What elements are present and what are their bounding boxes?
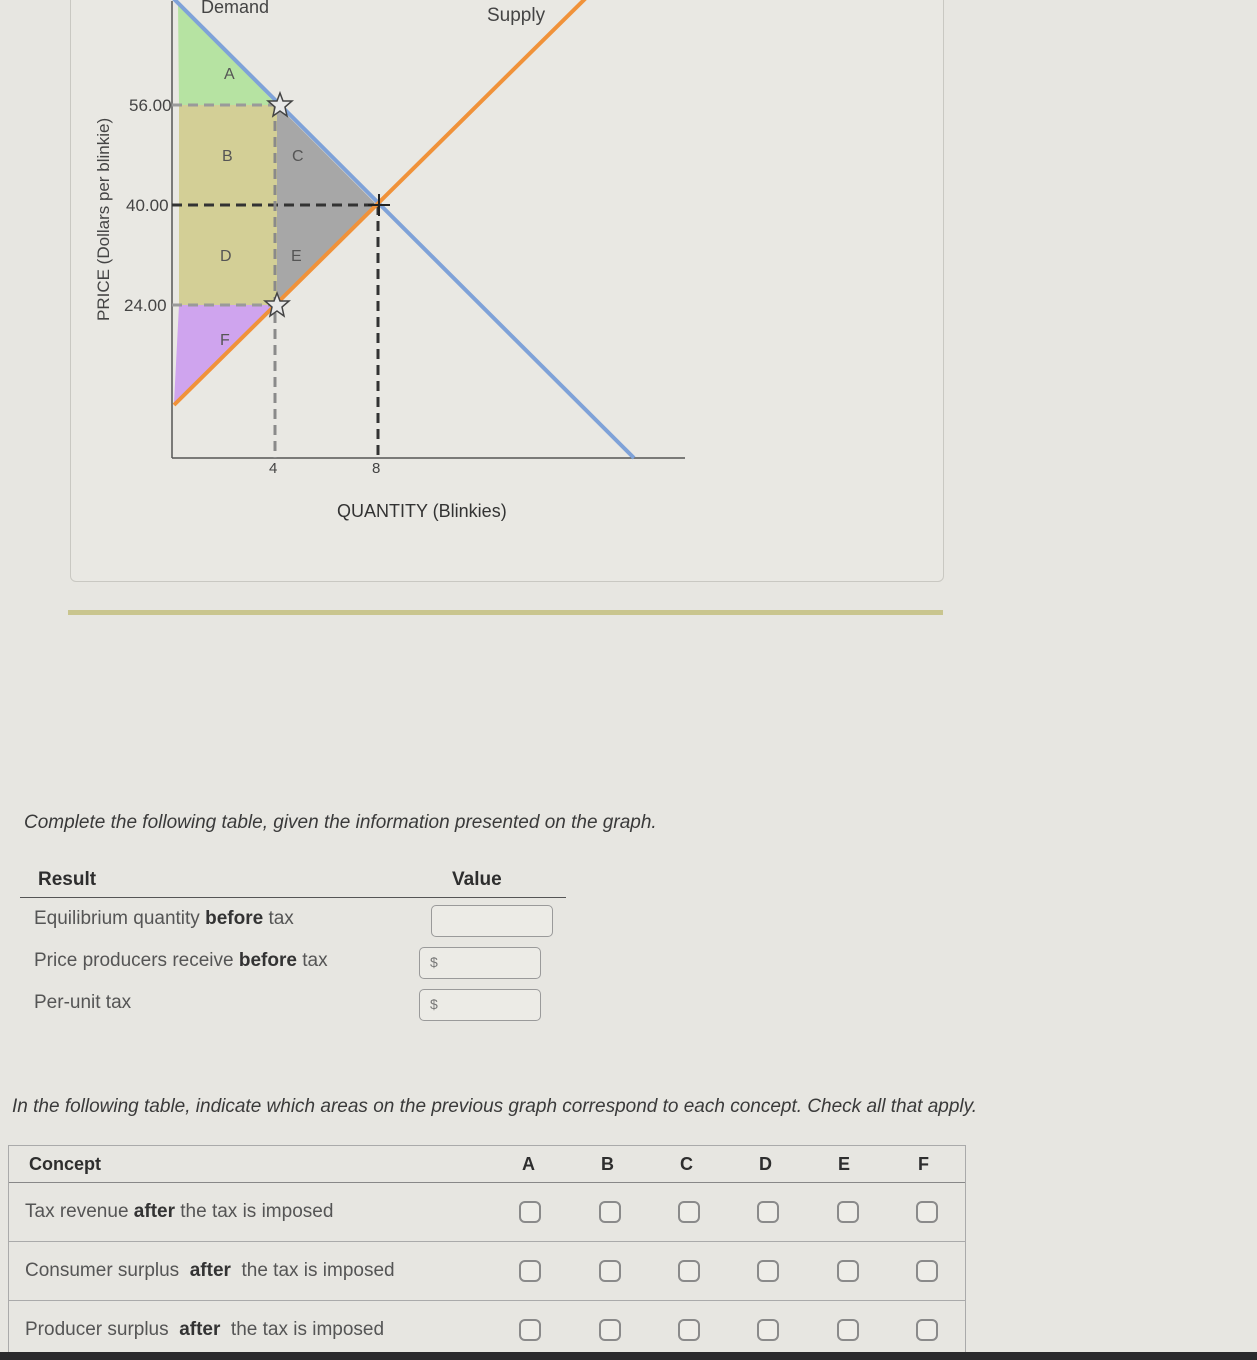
dollar-prefix: $ [430,954,438,970]
row-label: Consumer surplus after the tax is imposed [25,1260,395,1281]
supply-label: Supply [487,5,546,26]
row-label: Tax revenue after the tax is imposed [25,1201,334,1222]
table2-instruction: In the following table, indicate which areas on the previous graph correspond to each concept. Check all that apply. [12,1096,978,1117]
consumer-surplus-checkbox-f[interactable] [916,1260,938,1282]
area-label-a: A [224,66,235,83]
producer-surplus-checkbox-e[interactable] [837,1319,859,1341]
column-header-b: B [601,1154,614,1174]
row-label: Equilibrium quantity before tax [34,908,294,929]
tax-revenue-checkbox-d[interactable] [757,1201,779,1223]
table-row [20,940,566,982]
tax-revenue-checkbox-f[interactable] [916,1201,938,1223]
result-column-header: Result [38,869,97,890]
row-label: Price producers receive before tax [34,950,328,971]
screen-bezel [0,1352,1257,1360]
area-label-b: B [222,148,233,165]
area-label-e: E [291,248,302,265]
results-table [20,865,566,1024]
demand-label: Demand [201,0,270,17]
table1-instruction: Complete the following table, given the information presented on the graph. [24,812,657,833]
equilibrium-quantity-input[interactable] [431,905,553,937]
producer-surplus-checkbox-f[interactable] [916,1319,938,1341]
concept-column-header: Concept [29,1154,101,1174]
producer-surplus-checkbox-b[interactable] [599,1319,621,1341]
column-header-f: F [918,1154,929,1174]
tax-revenue-checkbox-c[interactable] [678,1201,700,1223]
graph-panel [70,0,944,582]
consumer-surplus-checkbox-d[interactable] [757,1260,779,1282]
table-row [20,982,566,1024]
y-tick-24: 24.00 [124,296,167,315]
area-label-c: C [292,148,304,165]
dollar-prefix: $ [430,996,438,1012]
section-divider [68,610,943,615]
tax-revenue-checkbox-e[interactable] [837,1201,859,1223]
concepts-table [8,1145,966,1360]
y-axis-label: PRICE (Dollars per blinkie) [94,117,113,321]
x-axis-label: QUANTITY (Blinkies) [337,501,507,521]
column-header-c: C [680,1154,693,1174]
producer-price-input[interactable] [419,947,541,979]
tax-graph [71,0,943,581]
x-tick-8: 8 [372,460,381,477]
producer-surplus-checkbox-a[interactable] [519,1319,541,1341]
producer-surplus-checkbox-c[interactable] [678,1319,700,1341]
y-tick-40: 40.00 [126,196,169,215]
consumer-surplus-checkbox-a[interactable] [519,1260,541,1282]
column-header-e: E [838,1154,851,1174]
table-row [20,898,566,940]
concepts-table-header [9,1146,965,1183]
table-row [9,1183,965,1242]
producer-surplus-checkbox-d[interactable] [757,1319,779,1341]
per-unit-tax-input[interactable] [419,989,541,1021]
consumer-surplus-checkbox-c[interactable] [678,1260,700,1282]
row-label: Producer surplus after the tax is imposed [25,1319,385,1340]
x-tick-4: 4 [269,460,278,477]
column-header-d: D [759,1154,772,1174]
area-label-f: F [220,332,230,349]
area-label-d: D [220,248,232,265]
table-row [9,1242,965,1301]
value-column-header: Value [452,869,502,890]
results-table-header [20,865,566,898]
y-tick-56: 56.00 [129,96,172,115]
consumer-surplus-checkbox-b[interactable] [599,1260,621,1282]
column-header-a: A [522,1154,535,1174]
tax-revenue-checkbox-a[interactable] [519,1201,541,1223]
tax-revenue-checkbox-b[interactable] [599,1201,621,1223]
consumer-surplus-checkbox-e[interactable] [837,1260,859,1282]
row-label: Per-unit tax [34,992,132,1013]
